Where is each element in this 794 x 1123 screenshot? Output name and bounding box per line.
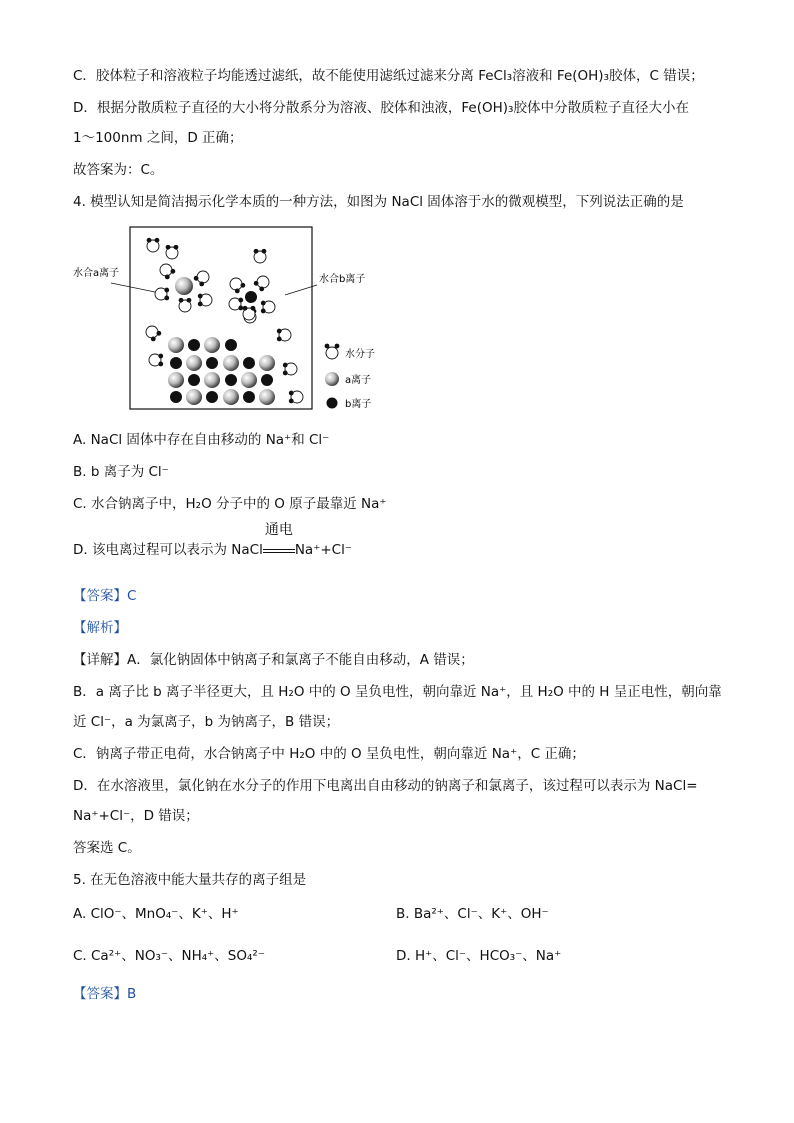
q5-option-a: A. ClO⁻、MnO₄⁻、K⁺、H⁺ — [73, 906, 239, 922]
water-molecule — [149, 354, 163, 367]
question-5: 5. 在无色溶液中能大量共存的离子组是 — [73, 872, 307, 888]
water-molecule — [229, 298, 243, 311]
b-ion — [188, 339, 200, 351]
b-ion — [170, 357, 182, 369]
label-hydrated-a: 水合a离子 — [73, 268, 120, 279]
water-molecule — [243, 306, 256, 320]
a-ion — [168, 337, 184, 353]
a-ion — [186, 355, 202, 371]
a-ion — [223, 389, 239, 405]
text-line: D．根据分散质粒子直径的大小将分散系分为溶液、胶体和浊液，Fe(OH)₃胶体中分散质粒子直径大小在 — [73, 100, 689, 116]
water-molecule — [254, 276, 269, 291]
analysis-heading: 【解析】 — [73, 620, 127, 636]
a-ion — [168, 372, 184, 388]
option-d: D. 该电离过程可以表示为 NaCl 通电 Na⁺+Cl⁻ — [73, 522, 352, 558]
q5-option-b: B. Ba²⁺、Cl⁻、K⁺、OH⁻ — [396, 906, 549, 922]
water-molecule — [230, 278, 245, 293]
option-c: C. 水合钠离子中，H₂O 分子中的 O 原子最靠近 Na⁺ — [73, 496, 387, 512]
a-ion — [186, 389, 202, 405]
detail-line: B．a 离子比 b 离子半径更大，且 H₂O 中的 O 呈负电性，朝向靠近 Na⁺，且 H₂O 中的 H 呈正电性，朝向靠 — [73, 684, 722, 700]
text-line: 1～100nm 之间，D 正确； — [73, 130, 243, 146]
q5-option-d: D. H⁺、Cl⁻、HCO₃⁻、Na⁺ — [396, 948, 562, 964]
detail-line: C．钠离子带正电荷，水合钠离子中 H₂O 中的 O 呈负电性，朝向靠近 Na⁺，C 正确； — [73, 746, 585, 762]
detail-line: D．在水溶液里，氯化钠在水分子的作用下电离出自由移动的钠离子和氯离子，该过程可以表示为 NaCl= — [73, 778, 698, 794]
a-ion — [259, 355, 275, 371]
question-4: 4. 模型认知是简洁揭示化学本质的一种方法，如图为 NaCl 固体溶于水的微观模型，下列说法正确的是 — [73, 194, 684, 210]
label-hydrated-b: 水合b离子 — [319, 274, 366, 285]
water-molecule — [160, 264, 175, 279]
detail-line: 【详解】A．氯化钠固体中钠离子和氯离子不能自由移动，A 错误； — [73, 652, 474, 668]
b-ion — [206, 357, 218, 369]
ion-lattice — [168, 337, 275, 405]
b-ion — [225, 374, 237, 386]
a-ion — [241, 372, 257, 388]
b-ion — [206, 391, 218, 403]
answer-4: 【答案】C — [73, 588, 137, 604]
water-molecule — [283, 363, 297, 376]
water-molecule — [194, 271, 209, 286]
a-ion — [204, 372, 220, 388]
a-ion-hydrated — [175, 277, 193, 295]
detail-line: 答案选 C。 — [73, 840, 141, 856]
b-ion — [188, 374, 200, 386]
legend-water: 水分子 — [345, 349, 375, 360]
option-a: A. NaCl 固体中存在自由移动的 Na⁺和 Cl⁻ — [73, 432, 330, 448]
a-ion — [204, 337, 220, 353]
q5-option-c: C. Ca²⁺、NO₃⁻、NH₄⁺、SO₄²⁻ — [73, 948, 265, 964]
water-molecule — [198, 294, 212, 307]
water-molecule — [179, 298, 192, 312]
answer-5: 【答案】B — [73, 986, 137, 1002]
b-ion — [261, 374, 273, 386]
text-line: C．胶体粒子和溶液粒子均能透过滤纸，故不能使用滤纸过滤来分离 FeCl₃溶液和 Fe(OH)₃胶体，C 错误； — [73, 68, 704, 84]
figure-frame — [130, 227, 312, 409]
b-ion — [170, 391, 182, 403]
option-b: B. b 离子为 Cl⁻ — [73, 464, 169, 480]
b-ion-hydrated — [245, 291, 257, 303]
a-ion — [223, 355, 239, 371]
legend — [325, 344, 375, 410]
b-ion — [243, 357, 255, 369]
water-molecule — [166, 245, 179, 259]
b-ion — [225, 339, 237, 351]
a-ion — [259, 389, 275, 405]
legend-b: b离子 — [345, 399, 372, 410]
nacl-dissolution-figure — [73, 222, 413, 417]
detail-line: Na⁺+Cl⁻，D 错误； — [73, 808, 199, 824]
water-molecule — [261, 301, 275, 314]
water-molecule — [146, 326, 161, 341]
equals-arrow: 通电 — [263, 540, 295, 560]
water-molecule — [147, 238, 160, 252]
detail-line: 近 Cl⁻，a 为氯离子，b 为钠离子，B 错误； — [73, 714, 340, 730]
water-molecule — [155, 288, 169, 301]
legend-a: a离子 — [345, 375, 372, 386]
text-line: 故答案为：C。 — [73, 162, 164, 178]
water-molecule — [289, 391, 303, 404]
b-ion — [243, 391, 255, 403]
water-molecule — [277, 329, 291, 342]
water-molecule — [254, 249, 267, 263]
